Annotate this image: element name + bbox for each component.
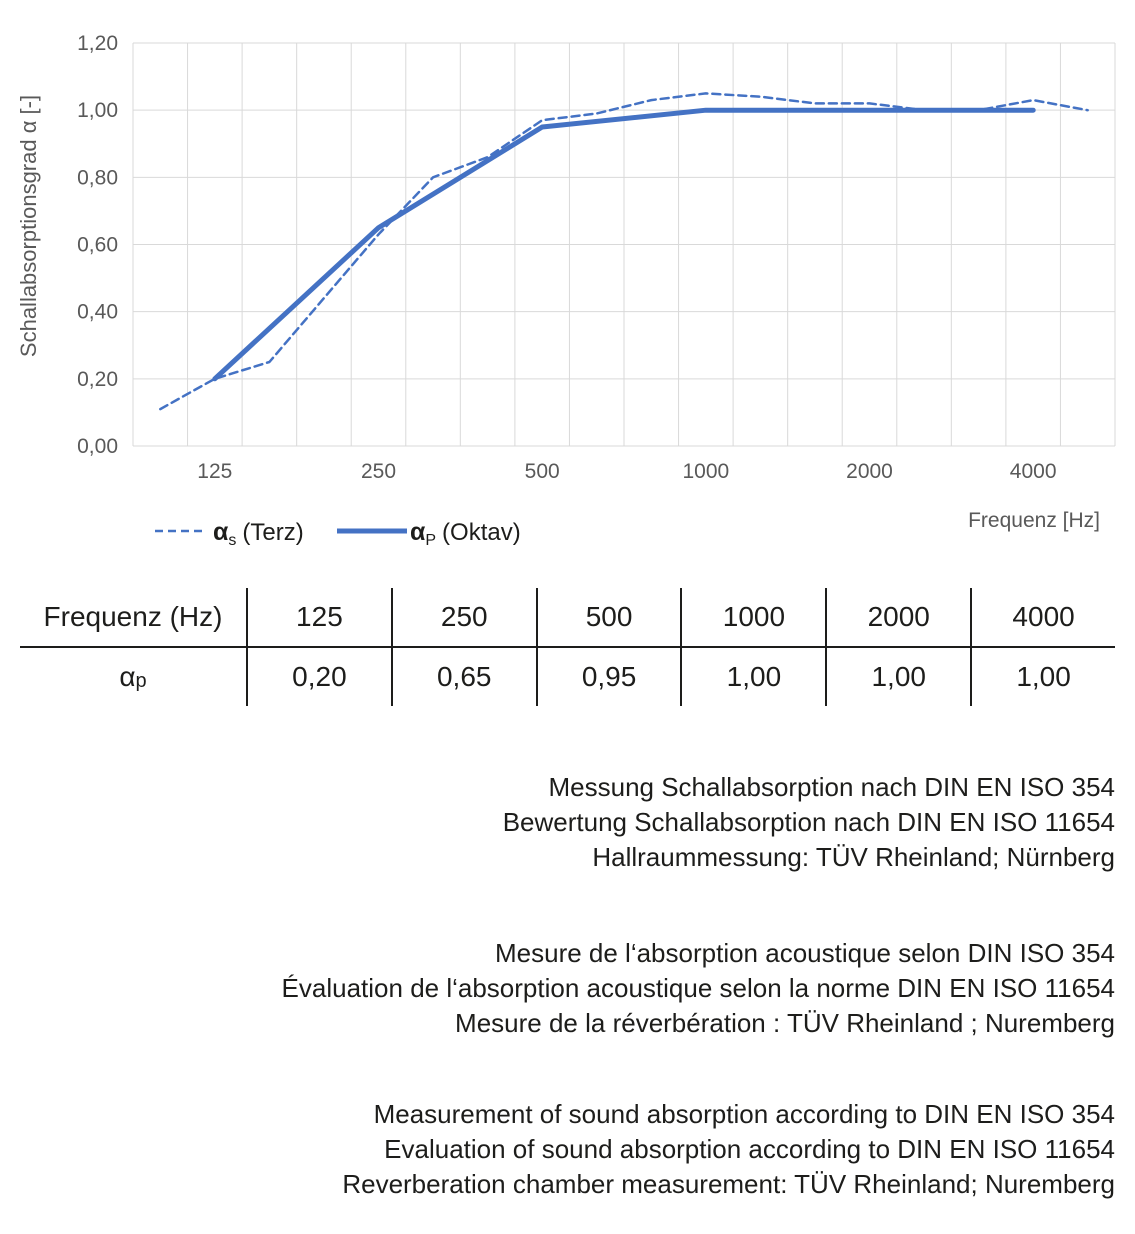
y-tick-label: 1,20: [77, 32, 118, 55]
y-tick-label: 0,60: [77, 233, 118, 257]
y-tick-label: 0,40: [77, 300, 118, 324]
y-tick-label: 1,00: [77, 99, 118, 123]
table-value-cell: 1,00: [825, 648, 970, 706]
table-value-cell: 0,65: [391, 648, 536, 706]
note-english: [65, 1097, 1115, 1202]
table-header-cell: 2000: [825, 588, 970, 648]
table-header-cell: 4000: [970, 588, 1115, 648]
y-tick-label: 0,80: [77, 166, 118, 190]
x-axis-title: Frequenz [Hz]: [968, 509, 1100, 532]
note-line: Évaluation de l‘absorption acoustique selon la norme DIN EN ISO 11654: [281, 973, 1115, 1003]
table-value-cell: 1,00: [680, 648, 825, 706]
note-line: Mesure de la réverbération : TÜV Rheinland ; Nuremberg: [455, 1008, 1115, 1038]
table-header-cell: Frequenz (Hz): [20, 588, 246, 648]
note-line: Measurement of sound absorption according to DIN EN ISO 354: [373, 1099, 1115, 1129]
table-value-cell: 0,95: [536, 648, 681, 706]
note-line: Bewertung Schallabsorption nach DIN EN ISO 11654: [502, 807, 1115, 837]
x-tick-label: 1000: [682, 460, 730, 483]
x-tick-label: 125: [197, 460, 233, 483]
y-axis-title: Schallabsorptionsgrad α [-]: [16, 94, 41, 358]
x-tick-label: 250: [360, 460, 397, 483]
table-header-cell: 1000: [680, 588, 825, 648]
note-line: Mesure de l‘absorption acoustique selon DIN ISO 354: [494, 938, 1115, 968]
y-tick-label: 0,20: [77, 367, 118, 391]
plot-area: [77, 32, 1115, 483]
legend-label-terz: $\alpha_s$ (Terz): [213, 518, 304, 549]
note-german: [65, 770, 1115, 875]
note-line: Messung Schallabsorption nach DIN EN ISO 354: [548, 772, 1115, 802]
absorption-value-table: [20, 588, 1115, 706]
table-header-cell: 250: [391, 588, 536, 648]
legend-label-oktav: $\alpha_P$ (Oktav): [410, 518, 521, 549]
x-tick-label: 2000: [846, 460, 893, 483]
x-tick-label: 4000: [1009, 460, 1057, 483]
table-header-cell: 125: [246, 588, 391, 648]
table-value-cell: 1,00: [970, 648, 1115, 706]
y-tick-label: 0,00: [77, 435, 118, 458]
note-french: [65, 936, 1115, 1041]
table-value-cell: 0,20: [246, 648, 391, 706]
x-tick-label: 500: [524, 460, 560, 483]
table-row-label: α p: [119, 661, 147, 692]
note-line: Hallraummessung: TÜV Rheinland; Nürnberg: [592, 842, 1115, 872]
table-header-cell: 500: [536, 588, 681, 648]
absorption-chart: [0, 0, 1135, 565]
chart-container: [0, 0, 1135, 570]
note-line: Reverberation chamber measurement: TÜV Rheinland; Nuremberg: [342, 1169, 1115, 1199]
note-line: Evaluation of sound absorption according to DIN EN ISO 11654: [384, 1134, 1115, 1164]
